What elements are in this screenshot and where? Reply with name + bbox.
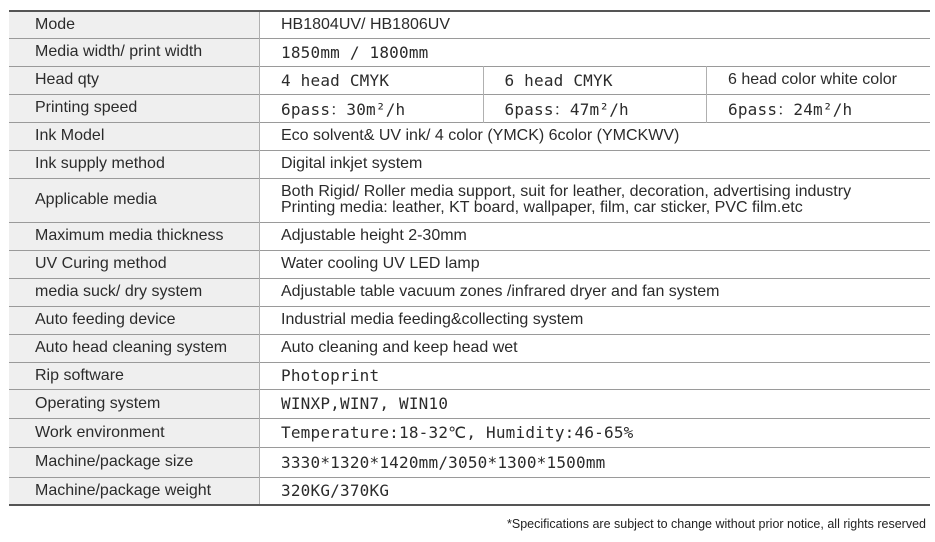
row-label: Maximum media thickness [9, 222, 260, 250]
row-value: 1850mm / 1800mm [281, 42, 429, 62]
row-label: Auto head cleaning system [9, 334, 260, 362]
spec-row-operating-system [9, 389, 930, 418]
row-value: HB1804UV/ HB1806UV [281, 15, 450, 33]
row-value: Industrial media feeding&collecting system [281, 311, 584, 328]
row-label: Media width/ print width [9, 38, 260, 66]
row-label: Printing speed [9, 94, 260, 122]
row-value: Eco solvent& UV ink/ 4 color (YMCK) 6color (YMCKWV) [281, 127, 680, 144]
spec-row-ink-model [9, 122, 930, 150]
row-label: Head qty [9, 66, 260, 94]
spec-row-media-width [9, 38, 930, 66]
row-label: Mode [9, 11, 260, 38]
row-value: Adjustable height 2-30mm [281, 227, 467, 244]
row-label: Auto feeding device [9, 306, 260, 334]
spec-row-head-cleaning [9, 334, 930, 362]
row-value: Digital inkjet system [281, 155, 423, 172]
row-value: Photoprint [281, 366, 380, 385]
row-label: media suck/ dry system [9, 278, 260, 306]
row-label: Work environment [9, 418, 260, 447]
spec-row-auto-feeding [9, 306, 930, 334]
spec-row-work-environment [9, 418, 930, 447]
spec-row-printing-speed [9, 94, 930, 122]
row-value-line: Printing media: leather, KT board, wallpaper, film, car sticker, PVC film.etc [281, 199, 803, 216]
spec-row-max-thickness [9, 222, 930, 250]
spec-row-ink-supply [9, 150, 930, 178]
spec-row-package-size [9, 447, 930, 477]
row-label: Rip software [9, 362, 260, 389]
row-cell: 6 head color white color [728, 71, 897, 88]
row-label: Machine/package size [9, 447, 260, 477]
row-value: 320KG/370KG [281, 481, 390, 501]
spec-row-head-qty [9, 66, 930, 94]
spec-row-mode [9, 11, 930, 38]
spec-row-uv-curing [9, 250, 930, 278]
row-value-line: Both Rigid/ Roller media support, suit for leather, decoration, advertising industry [281, 183, 852, 200]
row-cell: 6pass：47m²/h [483, 94, 707, 122]
row-label: Applicable media [9, 178, 260, 222]
row-label: Ink Model [9, 122, 260, 150]
row-value: Temperature:18-32℃, Humidity:46-65% [281, 423, 634, 442]
row-label: Machine/package weight [9, 477, 260, 505]
row-value: Adjustable table vacuum zones /infrared dryer and fan system [281, 283, 720, 300]
row-label: UV Curing method [9, 250, 260, 278]
row-cell: 4 head CMYK [260, 66, 484, 94]
row-cell: 6pass：24m²/h [728, 99, 853, 119]
row-value: 3330*1320*1420mm/3050*1300*1500mm [281, 452, 606, 472]
spec-row-suck-dry [9, 278, 930, 306]
row-value [260, 178, 931, 222]
row-label: Ink supply method [9, 150, 260, 178]
row-value: Auto cleaning and keep head wet [281, 339, 518, 356]
footnote: *Specifications are subject to change without prior notice, all rights reserved [507, 517, 926, 531]
spec-table [9, 10, 930, 506]
row-value: Water cooling UV LED lamp [281, 255, 480, 272]
row-label: Operating system [9, 389, 260, 418]
spec-row-applicable-media [9, 178, 930, 222]
row-cell: 6pass：30m²/h [260, 94, 484, 122]
row-value: WINXP,WIN7, WIN10 [281, 394, 449, 413]
row-cell: 6 head CMYK [483, 66, 707, 94]
spec-row-package-weight [9, 477, 930, 505]
spec-row-rip-software [9, 362, 930, 389]
